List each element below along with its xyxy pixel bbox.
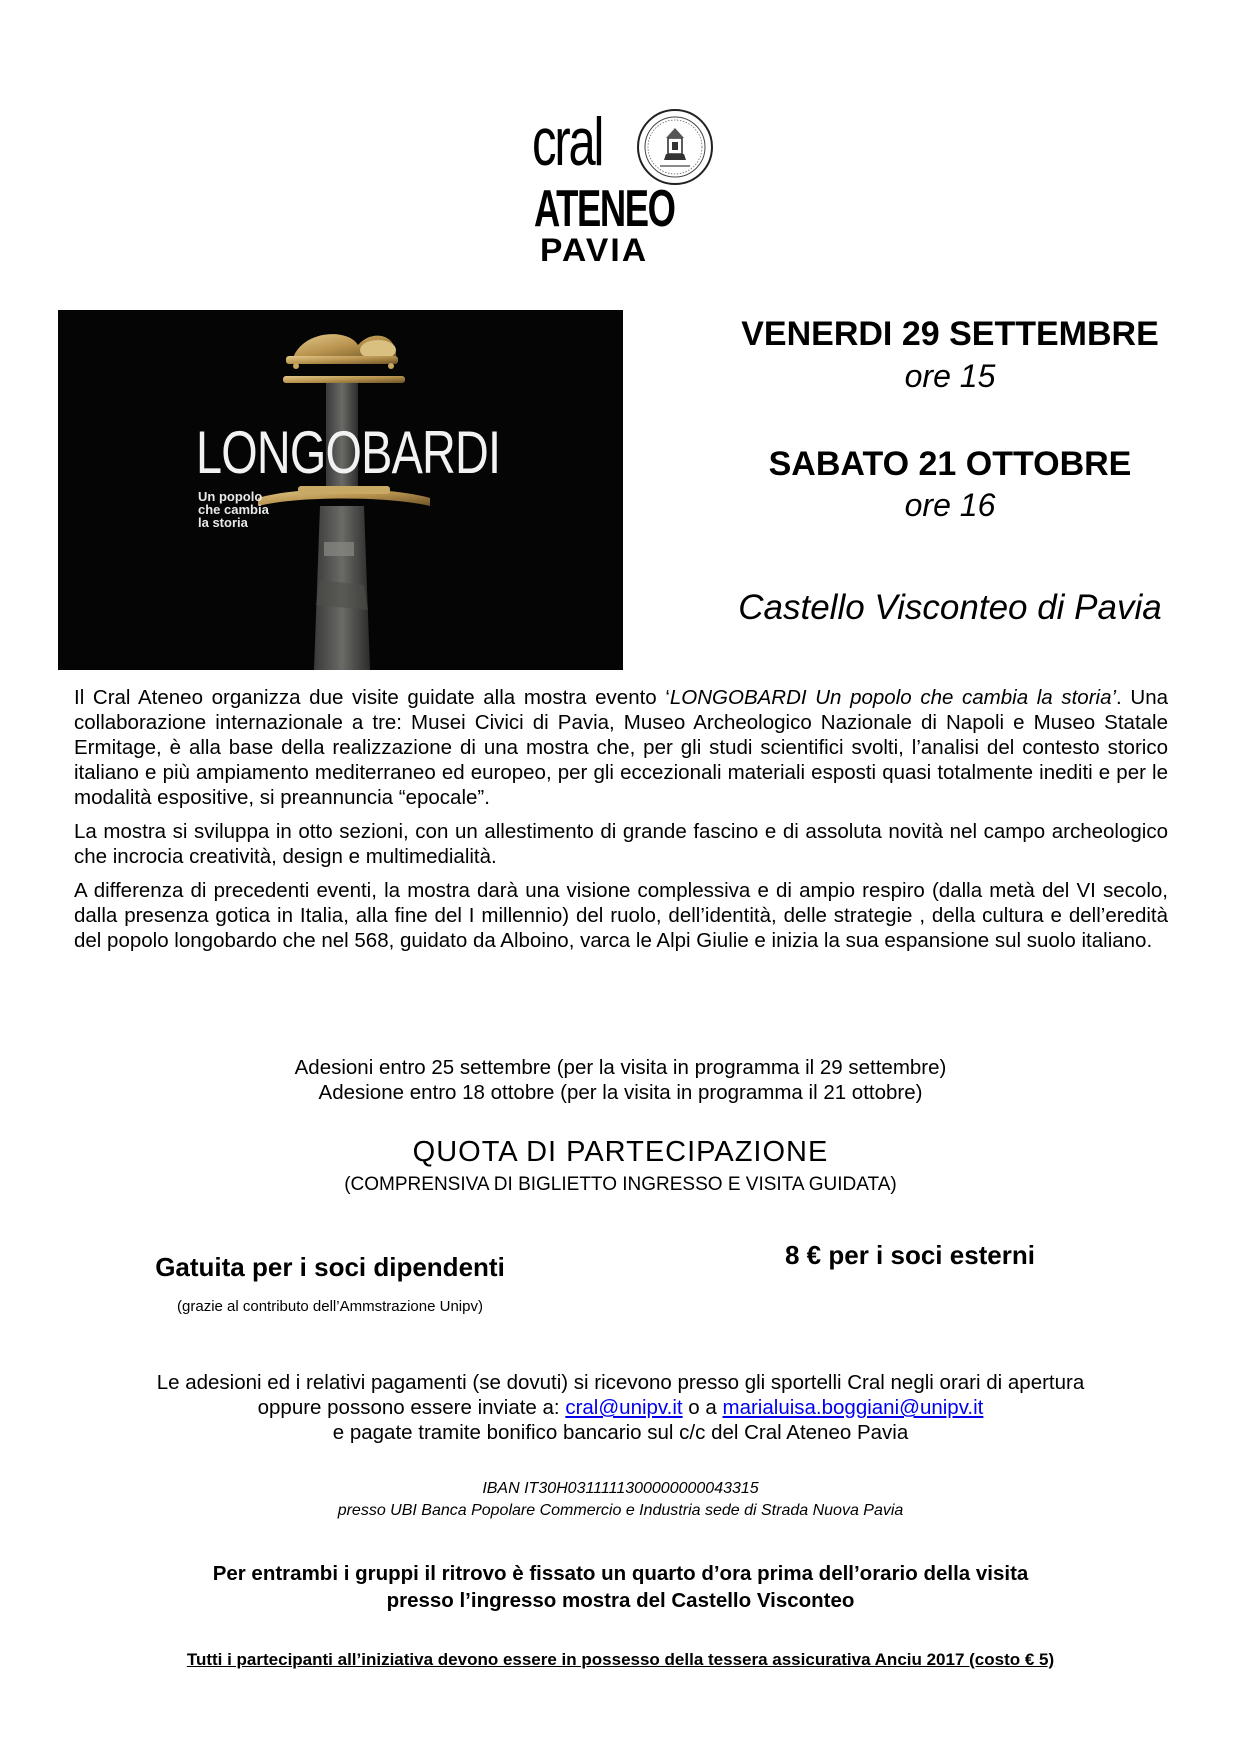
fee-external: 8 € per i soci esterni (784, 1240, 1035, 1270)
registration-deadline-1: Adesioni entro 25 settembre (per la visita in programma il 29 settembre) (294, 1056, 947, 1079)
meeting-line-1: Per entrambi i gruppi il ritrovo è fissato un quarto d’ora prima dell’orario della visita (212, 1562, 1029, 1585)
event-time-2: ore 16 (904, 487, 996, 523)
fee-section-title: QUOTA DI PARTECIPAZIONE (412, 1136, 829, 1168)
event-time-1: ore 15 (904, 358, 996, 394)
payment-line-3: e pagate tramite bonifico bancario sul c/c del Cral Ateneo Pavia (332, 1421, 909, 1444)
registration-deadlines (0, 1055, 1241, 1105)
poster-title: LONGOBARDI (196, 419, 501, 486)
logo-pavia-text: PAVIA (540, 232, 649, 268)
longobardi-poster-image (58, 310, 623, 670)
poster-subtitle-line: la storia (198, 515, 248, 530)
payment-line-2: oppure possono essere inviate a: cral@unipv.it o a marialuisa.boggiani@unipv.it (257, 1396, 984, 1419)
insurance-notice: Tutti i partecipanti all’iniziativa devono essere in possesso della tessera assicurativa Anciu 2017 (costo € 5) (186, 1650, 1055, 1669)
bank-details (0, 1478, 1241, 1522)
bank-branch: presso UBI Banca Popolare Commercio e Industria sede di Strada Nuova Pavia (337, 1502, 904, 1519)
email-link-boggiani[interactable]: marialuisa.boggiani@unipv.it (722, 1396, 984, 1419)
description-paragraph-2: La mostra si sviluppa in otto sezioni, con un allestimento di grande fascino e di assoluta novità nel campo archeologico che incrocia creatività, design e multimedialità. (74, 820, 1168, 868)
fee-employees: Gatuita per i soci dipendenti (155, 1252, 505, 1282)
meeting-point (0, 1560, 1241, 1614)
event-description (74, 685, 1168, 962)
payment-line-1: Le adesioni ed i relativi pagamenti (se dovuti) si ricevono presso gli sportelli Cral negli orari di apertura (156, 1371, 1085, 1394)
registration-deadline-2: Adesione entro 18 ottobre (per la visita in programma il 21 ottobre) (318, 1081, 923, 1104)
event-venue: Castello Visconteo di Pavia (738, 588, 1162, 627)
poster-subtitle-line: che cambia (198, 502, 269, 517)
event-date-1: VENERDI 29 SETTEMBRE (741, 315, 1159, 353)
cral-ateneo-logo (532, 104, 718, 268)
poster-subtitle-line: Un popolo (198, 489, 263, 504)
meeting-line-2: presso l’ingresso mostra del Castello Visconteo (386, 1589, 855, 1612)
iban-code: IBAN IT30H0311111300000000043315 (482, 1480, 759, 1497)
sword-illustration (58, 310, 623, 670)
logo-ateneo-text: ATENEO (534, 180, 675, 238)
payment-info (0, 1370, 1241, 1445)
logo-cral-text: cral (532, 104, 603, 180)
fee-section-subtitle: (COMPRENSIVA DI BIGLIETTO INGRESSO E VISITA GUIDATA) (344, 1174, 897, 1195)
university-seal-icon (636, 108, 714, 186)
fee-employees-note: (grazie al contributo dell’Ammstrazione Unipv) (177, 1298, 483, 1315)
email-link-cral[interactable]: cral@unipv.it (565, 1396, 683, 1419)
poster-subtitle (198, 490, 278, 529)
description-paragraph-3: A differenza di precedenti eventi, la mostra darà una visione complessiva e di ampio respiro (dalla metà del VI secolo, dalla presenza gotica in Italia, alla fine del I millennio) del ruolo, dell’identità, delle strategie , della cultura e dell’eredità del popolo longobardo che nel 568, guidato da Alboino, varca le Alpi Giulie e inizia la sua espansione sul suolo italiano. (74, 879, 1168, 952)
description-paragraph-1: Il Cral Ateneo organizza due visite guidate alla mostra evento ‘LONGOBARDI Un popolo che cambia la storia’. Una collaborazione internazionale a tre: Musei Civici di Pavia, Museo Archeologico Nazionale di Napoli e Museo Statale Ermitage, è alla base della realizzazione di una mostra che, per gli studi scientifici svolti, l’analisi del contesto storico italiano e più ampiamento mediterraneo ed europeo, per gli eccezionali materiali esposti quasi totalmente inediti e per le modalità espositive, si preannuncia “epocale”. (74, 686, 1168, 809)
event-date-2: SABATO 21 OTTOBRE (768, 445, 1132, 483)
